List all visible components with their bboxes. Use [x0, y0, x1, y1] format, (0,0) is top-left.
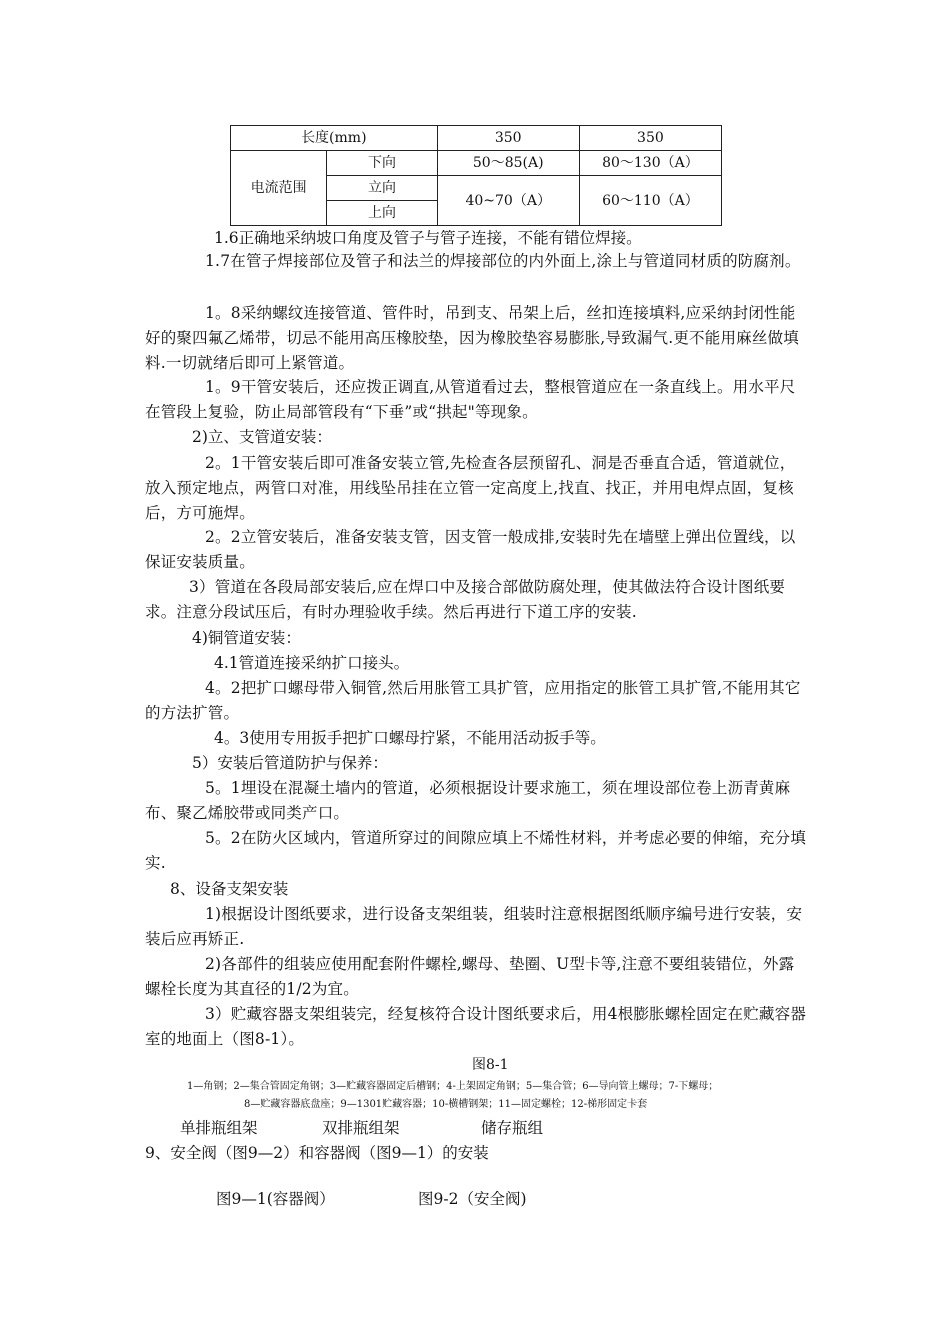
paragraph-8-2: 2)各部件的组装应使用配套附件螺栓,螺母、垫圈、U型卡等,注意不要组装错位，外露螺栓长度为其直径的1/2为宜。: [145, 955, 795, 998]
label-double-row-rack: 双排瓶组架: [322, 1119, 400, 1137]
table-row: [231, 151, 722, 176]
table-header-length: 长度(mm): [231, 126, 438, 151]
table-cell: 60～110（A）: [579, 176, 721, 226]
paragraph-8-1: 1)根据设计图纸要求，进行设备支架组装，组装时注意根据图纸顺序编号进行安装，安装后应再矫正.: [145, 905, 803, 948]
label-single-row-rack: 单排瓶组架: [180, 1119, 258, 1137]
paragraph-3: 3）管道在各段局部安装后,应在焊口中及接合部做防腐处理，使其做法符合设计图纸要求。注意分段试压后，有时办理验收手续。然后再进行下道工序的安装.: [145, 578, 786, 621]
table-cell: 50～85(A): [437, 151, 579, 176]
paragraph-8-3: 3）贮藏容器支架组装完，经复核符合设计图纸要求后，用4根膨胀螺栓固定在贮藏容器室的地面上（图8-1）。: [145, 1005, 807, 1048]
paragraph-5-2: 5。2在防火区域内，管道所穿过的间隙应填上不烯性材料，并考虑必要的伸缩，充分填实.: [145, 829, 807, 872]
table-cell: 立向: [327, 176, 437, 201]
heading-5: 5）安装后管道防护与保养：: [192, 754, 388, 772]
paragraph-4-2: 4。2把扩口螺母带入铜管,然后用胀管工具扩管，应用指定的胀管工具扩管,不能用其它的方法扩管。: [145, 679, 801, 722]
paragraph-4-3: 4。3使用专用扳手把扩口螺母拧紧，不能用活动扳手等。: [214, 729, 606, 747]
paragraph-1-6: 1.6正确地采纳坡口角度及管子与管子连接，不能有错位焊接。: [214, 229, 642, 247]
table-cell: 上向: [327, 201, 437, 226]
table-row: [231, 126, 722, 151]
heading-4: 4)铜管道安装：: [192, 629, 301, 647]
heading-2: 2)立、支管道安装：: [192, 428, 332, 446]
paragraph-5-1: 5。1埋设在混凝土墙内的管道，必须根据设计要求施工，须在埋设部位卷上沥青黄麻布、聚乙烯胶带或同类产口。: [145, 779, 791, 822]
table-cell: 下向: [327, 151, 437, 176]
table-cell: 350: [579, 126, 721, 151]
welding-current-table: [230, 125, 722, 226]
figure-9-1-caption: 图9—1(容器阀）: [216, 1190, 335, 1208]
figure-9-2-caption: 图9-2（安全阀): [418, 1190, 527, 1208]
paragraph-2-2: 2。2立管安装后，准备安装支管，因支管一般成排,安装时先在墙壁上弹出位置线，以保证安装质量。: [145, 528, 796, 571]
table-row-group-label: 电流范围: [231, 151, 327, 226]
paragraph-1-7: 1.7在管子焊接部位及管子和法兰的焊接部位的内外面上,涂上与管道同材质的防腐剂。: [205, 252, 801, 270]
figure-8-1-legend-line1: 1—角钢；2—集合管固定角钢；3—贮藏容器固定后槽钢；4-上架固定角钢；5—集合管；6—导向管上螺母；7-下螺母；: [187, 1081, 719, 1092]
paragraph-2-1: 2。1干管安装后即可准备安装立管,先检查各层预留孔、洞是否垂直合适，管道就位，放入预定地点，两管口对准，用线坠吊挂在立管一定高度上,找直、找正，并用电焊点固，复核后，方可施焊。: [145, 454, 796, 522]
label-storage-cylinder-group: 储存瓶组: [481, 1119, 544, 1137]
heading-8: 8、设备支架安装: [170, 880, 289, 898]
paragraph-1-8: 1。8采纳螺纹连接管道、管件时，吊到支、吊架上后，丝扣连接填料,应采纳封闭性能好的聚四氟乙烯带，切忌不能用高压橡胶垫，因为橡胶垫容易膨胀,导致漏气.更不能用麻丝做填料.一切就绪后即可上紧管道。: [145, 304, 799, 372]
figure-8-1-title: 图8-1: [472, 1057, 509, 1073]
heading-9: 9、安全阀（图9—2）和容器阀（图9—1）的安装: [145, 1144, 489, 1162]
table-cell: 80～130（A）: [579, 151, 721, 176]
paragraph-1-9: 1。9干管安装后，还应拨正调直,从管道看过去，整根管道应在一条直线上。用水平尺在管段上复验，防止局部管段有“下垂”或“拱起"等现象。: [145, 378, 796, 421]
figure-8-1-legend-line2: 8—贮藏容器底盘座；9—1301贮藏容器；10-横槽钢架；11—固定螺栓；12-梯形固定卡套: [244, 1099, 648, 1110]
table-cell: 40~70（A）: [437, 176, 579, 226]
table-cell: 350: [437, 126, 579, 151]
paragraph-4-1: 4.1管道连接采纳扩口接头。: [214, 654, 410, 672]
